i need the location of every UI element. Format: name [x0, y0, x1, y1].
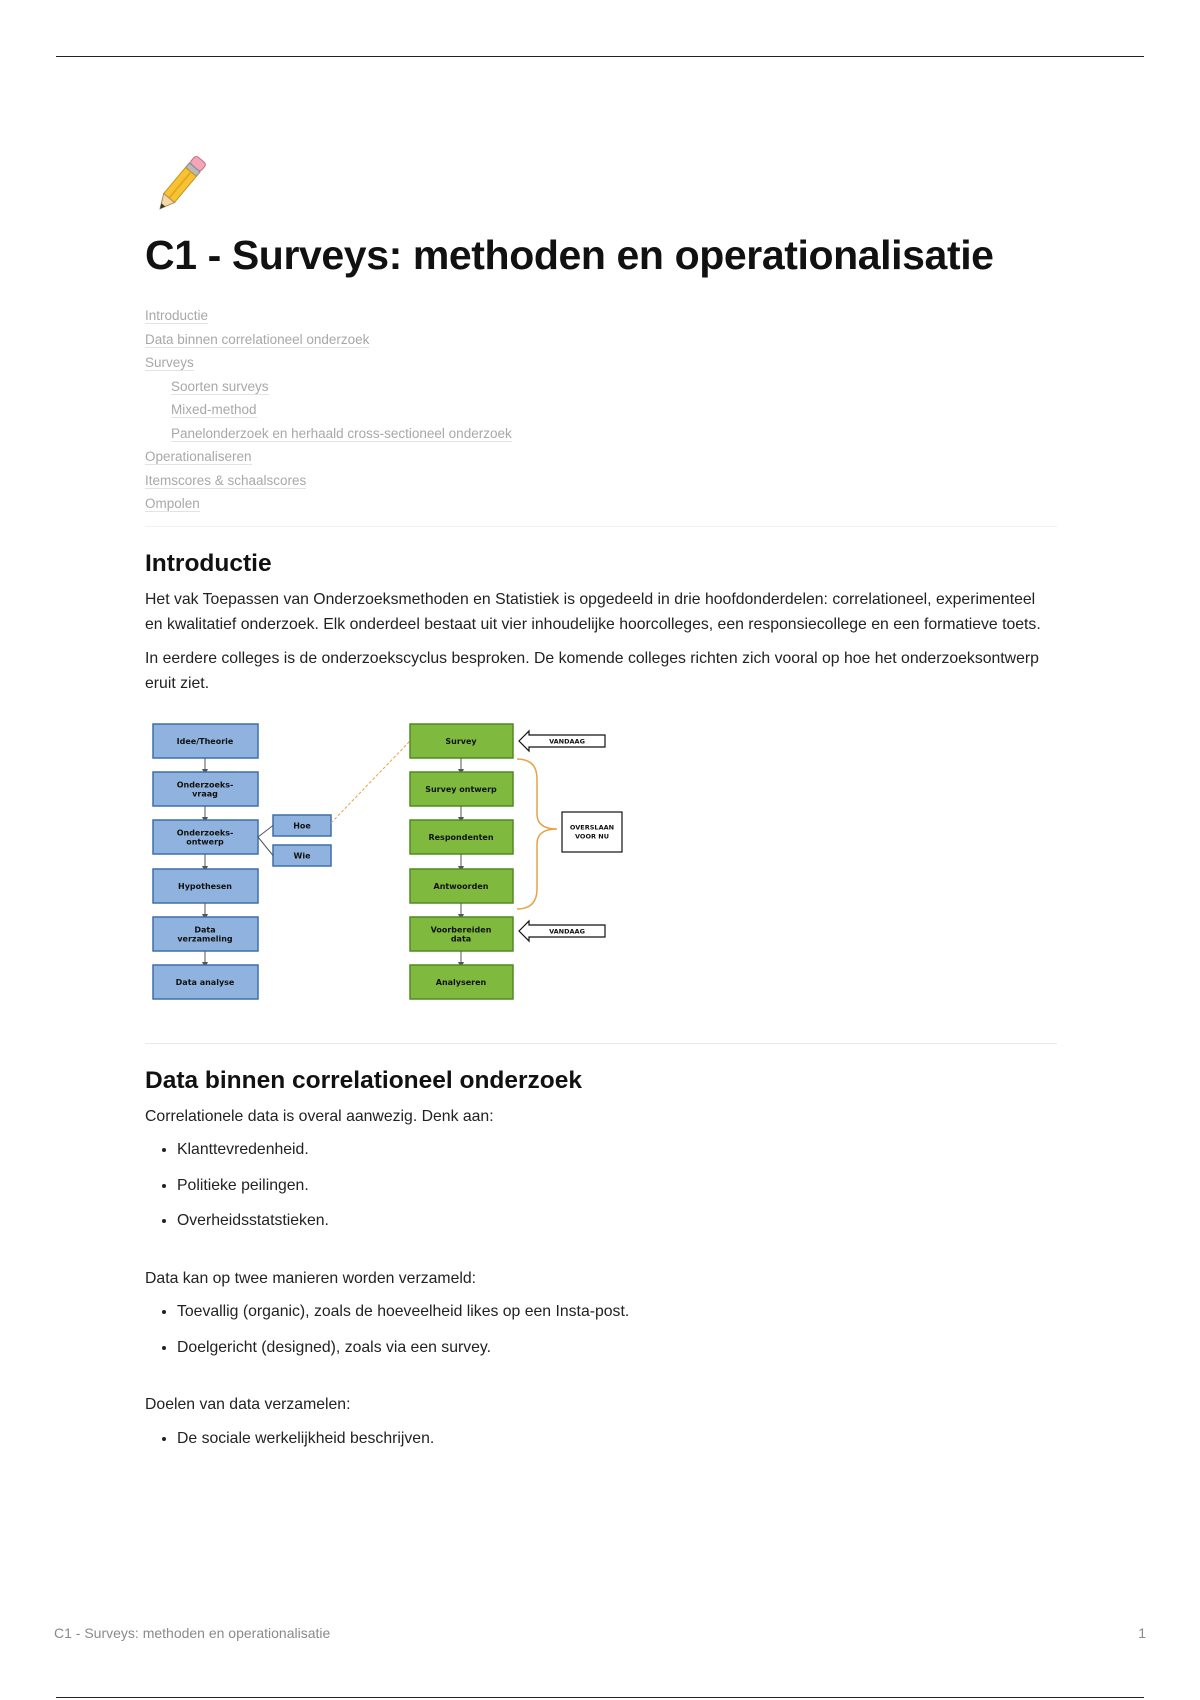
- diagram-box-label: Idee/Theorie: [176, 736, 234, 745]
- list-item: • Politieke peilingen.: [177, 1173, 1057, 1199]
- list-item: • Toevallig (organic), zoals de hoeveelheid likes op een Insta-post.: [177, 1299, 1057, 1325]
- toc-item-data-correlationeel[interactable]: Data binnen correlationeel onderzoek: [145, 331, 370, 347]
- toc-item-operationaliseren[interactable]: Operationaliseren: [145, 449, 252, 464]
- page-number: 1: [1138, 1625, 1146, 1641]
- intro-paragraph-1: Het vak Toepassen van Onderzoeksmethoden en Statistiek is opgedeeld in drie hoofdonderdelen: correlationeel, experimenteel en kwalitatief onderzoek. Elk onderdeel bestaat uit vier inhoudelijke hoorcolleges, een responsiecollege en een formatieve toets.: [145, 590, 1041, 633]
- diagram-box-label: Data analyse: [175, 977, 235, 986]
- top-rule: [56, 56, 1144, 57]
- diagram-box-label: Survey: [445, 736, 477, 745]
- section-divider: [145, 1043, 1057, 1044]
- diagram-box-label: Analyseren: [435, 977, 487, 986]
- heading-introductie: Introductie: [145, 549, 272, 577]
- toc-item-mixed-method[interactable]: Mixed-method: [171, 402, 257, 417]
- diagram-box-label: Hypothesen: [178, 881, 232, 890]
- table-of-contents: [145, 304, 1057, 516]
- goals-intro: Doelen van data verzamelen:: [145, 1396, 351, 1413]
- diagram-box-label: Hoe: [293, 820, 311, 830]
- diagram-dashed-link: [331, 741, 410, 823]
- diagram-box-label: Wie: [293, 850, 311, 860]
- intro-paragraph-2: In eerdere colleges is de onderzoekscyclus besproken. De komende colleges richten zich vooral op hoe het onderzoeksontwerp eruit ziet.: [145, 649, 1039, 692]
- toc-item-ompolen[interactable]: Ompolen: [145, 496, 200, 511]
- page-content: [145, 150, 1057, 1461]
- diagram-box-label: Respondenten: [428, 832, 494, 841]
- diagram-box-label: Onderzoeks-vraag: [176, 779, 234, 798]
- pencil-icon: [145, 150, 215, 220]
- diagram-callout-top-label: VANDAAG: [549, 737, 585, 745]
- footer-title: C1 - Surveys: methoden en operationalisatie: [54, 1625, 331, 1641]
- examples-list: [145, 1137, 1057, 1234]
- toc-divider: [145, 526, 1057, 527]
- list-item: • Doelgericht (designed), zoals via een survey.: [177, 1335, 1057, 1361]
- list-item: • De sociale werkelijkheid beschrijven.: [177, 1426, 1057, 1452]
- list-item: • Klanttevredenheid.: [177, 1137, 1057, 1163]
- collect-intro: Data kan op twee manieren worden verzameld:: [145, 1269, 477, 1287]
- diagram-box-label: Survey ontwerp: [425, 784, 497, 793]
- diagram-box-label: Onderzoeks-ontwerp: [176, 827, 234, 846]
- diagram-callout-mid-label: OVERSLAAN VOOR NU: [569, 823, 615, 840]
- heading-data-correlationeel: Data binnen correlationeel onderzoek: [145, 1066, 583, 1094]
- toc-item-itemscores[interactable]: Itemscores & schaalscores: [145, 472, 307, 488]
- collect-list: [145, 1299, 1057, 1360]
- toc-item-soorten-surveys[interactable]: Soorten surveys: [171, 378, 269, 394]
- diagram-brace: [517, 759, 557, 909]
- page-title: C1 - Surveys: methoden en operationalisatie: [145, 232, 994, 278]
- goals-list: [145, 1426, 1057, 1452]
- toc-item-surveys[interactable]: Surveys: [145, 355, 194, 370]
- research-cycle-diagram: [145, 719, 645, 1019]
- diagram-connector: [258, 825, 273, 837]
- toc-item-introductie[interactable]: Introductie: [145, 308, 209, 323]
- bottom-rule: [56, 1697, 1144, 1698]
- diagram-callout-bottom-label: VANDAAG: [549, 927, 585, 935]
- toc-item-panelonderzoek[interactable]: Panelonderzoek en herhaald cross-sectioneel onderzoek: [171, 425, 512, 441]
- list-item: • Overheidsstatstieken.: [177, 1208, 1057, 1234]
- diagram-connector: [258, 837, 273, 856]
- diagram-box-label: Voorbereiden data: [430, 924, 492, 943]
- correlational-intro: Correlationele data is overal aanwezig. Denk aan:: [145, 1107, 494, 1125]
- diagram-box-label: Data verzameling: [177, 924, 233, 943]
- diagram-box-label: Antwoorden: [433, 881, 489, 890]
